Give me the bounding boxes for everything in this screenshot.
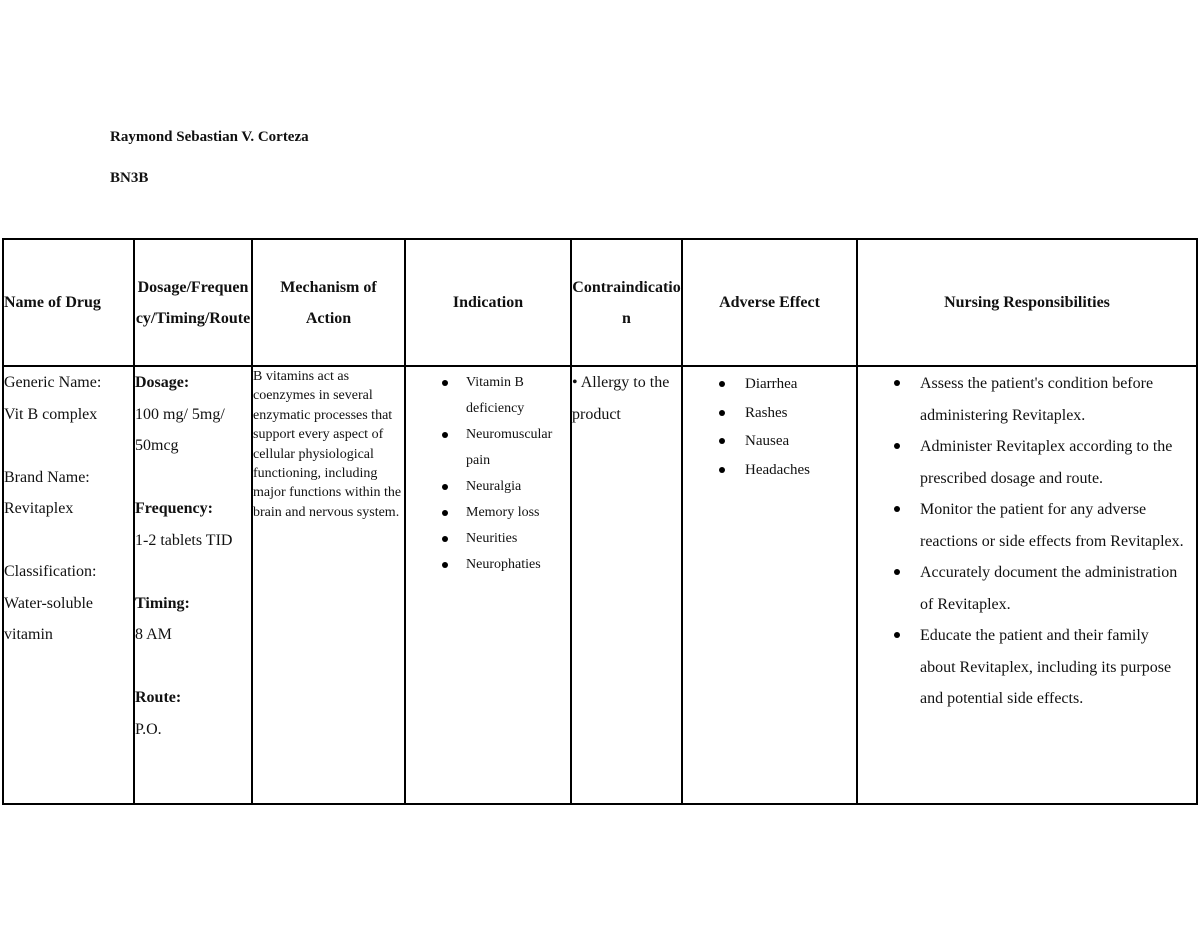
col-header-indication: Indication bbox=[405, 239, 571, 366]
list-item: Rashes bbox=[745, 399, 852, 428]
table-row bbox=[3, 366, 1197, 804]
classification-label: Classification: bbox=[4, 563, 97, 580]
nursing-list bbox=[858, 367, 1196, 715]
indication-cell bbox=[405, 366, 571, 804]
nursing-cell bbox=[857, 366, 1197, 804]
list-item: Diarrhea bbox=[745, 370, 852, 399]
list-item: Vitamin B deficiency bbox=[466, 370, 566, 422]
brand-name: Revitaplex bbox=[4, 500, 74, 517]
class-section: BN3B bbox=[110, 170, 149, 186]
list-item: Assess the patient's condition before administering Revitaplex. bbox=[920, 368, 1188, 431]
indication-list bbox=[406, 367, 570, 578]
col-header-adverse-effect: Adverse Effect bbox=[682, 239, 857, 366]
generic-name-label: Generic Name: bbox=[4, 374, 102, 391]
col-header-mechanism: Mechanism of Action bbox=[252, 239, 405, 366]
list-item: Neurophaties bbox=[466, 552, 566, 578]
route-label: Route: bbox=[135, 689, 182, 706]
drug-name-cell bbox=[3, 366, 134, 804]
col-header-nursing: Nursing Responsibilities bbox=[857, 239, 1197, 366]
brand-name-label: Brand Name: bbox=[4, 468, 90, 486]
dosage-value: 100 mg/ 5mg/ 50mcg bbox=[135, 405, 225, 454]
drug-study-table bbox=[2, 238, 1198, 805]
list-item: Accurately document the administration of Revitaplex. bbox=[920, 557, 1188, 620]
list-item: Memory loss bbox=[466, 500, 566, 526]
list-item: Neurities bbox=[466, 526, 566, 552]
col-header-name: Name of Drug bbox=[3, 239, 134, 366]
list-item: Headaches bbox=[745, 456, 852, 485]
mechanism-text: B vitamins act as coenzymes in several enzymatic processes that support every aspect of cellular physiological functioning, including major functions within the brain and nervous system. bbox=[253, 369, 402, 520]
adverse-effect-cell bbox=[682, 366, 857, 804]
col-header-contraindication: Contraindication bbox=[571, 239, 682, 366]
contraindication-text: • Allergy to the product bbox=[572, 374, 670, 423]
list-item: Neuromuscular pain bbox=[466, 422, 566, 474]
list-item: Nausea bbox=[745, 427, 852, 456]
mechanism-cell bbox=[252, 366, 405, 804]
dosage-label: Dosage: bbox=[135, 374, 190, 391]
frequency-label: Frequency: bbox=[135, 500, 213, 517]
table-header-row bbox=[3, 239, 1197, 366]
dosage-cell bbox=[134, 366, 252, 804]
list-item: Educate the patient and their family about Revitaplex, including its purpose and potential side effects. bbox=[920, 620, 1188, 715]
classification: Water-soluble vitamin bbox=[4, 594, 94, 643]
timing-label: Timing: bbox=[135, 594, 190, 612]
contraindication-cell bbox=[571, 366, 682, 804]
generic-name: Vit B complex bbox=[4, 405, 98, 423]
timing-value: 8 AM bbox=[135, 626, 172, 643]
list-item: Monitor the patient for any adverse reactions or side effects from Revitaplex. bbox=[920, 494, 1188, 557]
author-name: Raymond Sebastian V. Corteza bbox=[110, 129, 309, 145]
route-value: P.O. bbox=[135, 720, 162, 738]
adverse-effect-list bbox=[683, 367, 856, 484]
col-header-dosage: Dosage/Frequency/Timing/Route bbox=[134, 239, 252, 366]
list-item: Administer Revitaplex according to the prescribed dosage and route. bbox=[920, 431, 1188, 494]
frequency-value: 1-2 tablets TID bbox=[135, 531, 233, 549]
list-item: Neuralgia bbox=[466, 474, 566, 500]
